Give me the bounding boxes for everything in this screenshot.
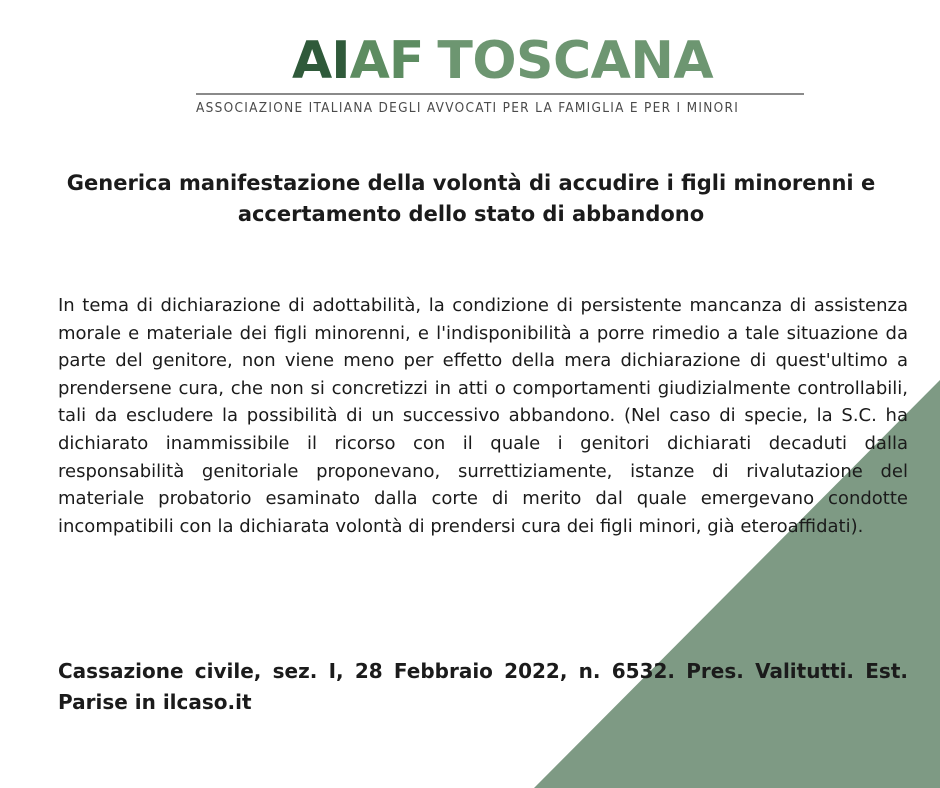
logo-subtitle: ASSOCIAZIONE ITALIANA DEGLI AVVOCATI PER LA FAMIGLIA E PER I MINORI [196, 100, 740, 116]
aiaf-toscana-logo [180, 30, 820, 125]
logo-divider [196, 93, 804, 95]
logo-wordmark [292, 30, 713, 92]
logo-wordmark-toscana: TOSCANA [437, 31, 714, 91]
article-citation: Cassazione civile, sez. I, 28 Febbraio 2022, n. 6532. Pres. Valitutti. Est. Parise in ilcaso.it [58, 659, 908, 714]
logo-wordmark-ai: AI [292, 31, 350, 91]
article-body: In tema di dichiarazione di adottabilità, la condizione di persistente mancanza di assistenza morale e materiale dei figli minorenni, e l'indisponibilità a porre rimedio a tale situazione da parte del genitore, non viene meno per effetto della mera dichiarazione di quest'ultimo a prendersene cura, che non si concretizzi in atti o comportamenti giudizialmente controllabili, tali da escludere la possibilità di un successivo abbandono. (Nel caso di specie, la S.C. ha dichiarato inammissibile il ricorso con il quale i genitori dichiarati decaduti dalla responsabilità genitoriale proponevano, surrettiziamente, istanze di rivalutazione del materiale probatorio esaminato dalla corte di merito dal quale emergevano condotte incompatibili con la dichiarata volontà di prendersi cura dei figli minori, già eteroaffidati). [58, 295, 908, 537]
logo-wordmark-af: AF [349, 31, 424, 91]
article-title: Generica manifestazione della volontà di accudire i figli minorenni e accertamento dello stato di abbandono [66, 171, 876, 226]
